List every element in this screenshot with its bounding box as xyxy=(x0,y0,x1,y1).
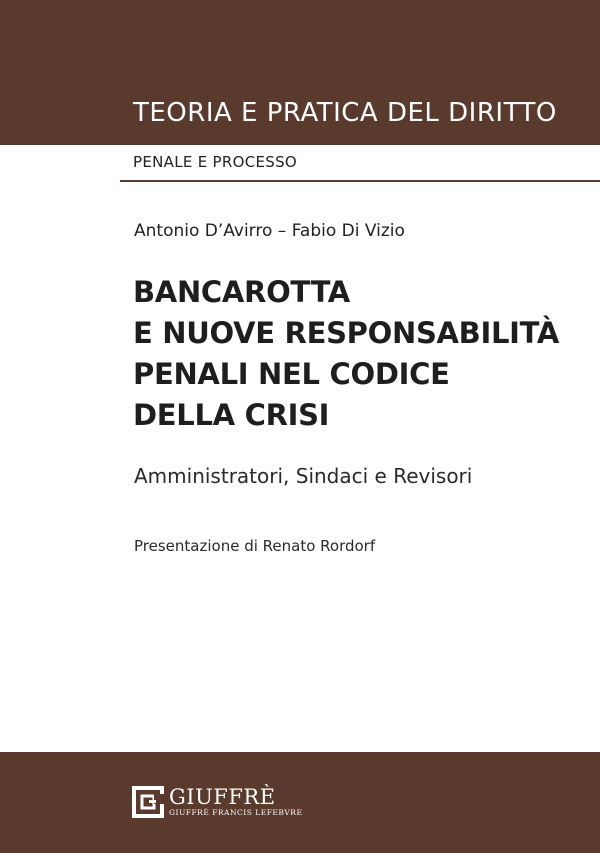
publisher-tagline: GIUFFRÈ FRANCIS LEFEBVRE xyxy=(169,808,303,817)
book-title-line: BANCAROTTA xyxy=(133,275,350,309)
authors: Antonio D’Avirro – Fabio Di Vizio xyxy=(134,221,405,241)
presentation-credit: Presentazione di Renato Rordorf xyxy=(134,537,376,555)
book-title-line: PENALI NEL CODICE xyxy=(133,357,450,391)
publisher-logo xyxy=(132,786,302,818)
divider-rule xyxy=(120,180,600,182)
series-title: TEORIA E PRATICA DEL DIRITTO xyxy=(133,98,557,128)
publisher-text xyxy=(169,786,302,818)
book-subtitle: Amministratori, Sindaci e Revisori xyxy=(134,464,473,488)
bottom-color-band xyxy=(0,752,600,853)
publisher-name: GIUFFRÈ xyxy=(169,785,276,809)
book-title-line: E NUOVE RESPONSABILITÀ xyxy=(133,316,560,350)
giuffre-logo-icon xyxy=(132,786,164,818)
top-color-band xyxy=(0,0,600,145)
series-subtitle: PENALE E PROCESSO xyxy=(133,153,298,171)
book-title xyxy=(133,272,559,436)
book-title-line: DELLA CRISI xyxy=(133,398,330,432)
